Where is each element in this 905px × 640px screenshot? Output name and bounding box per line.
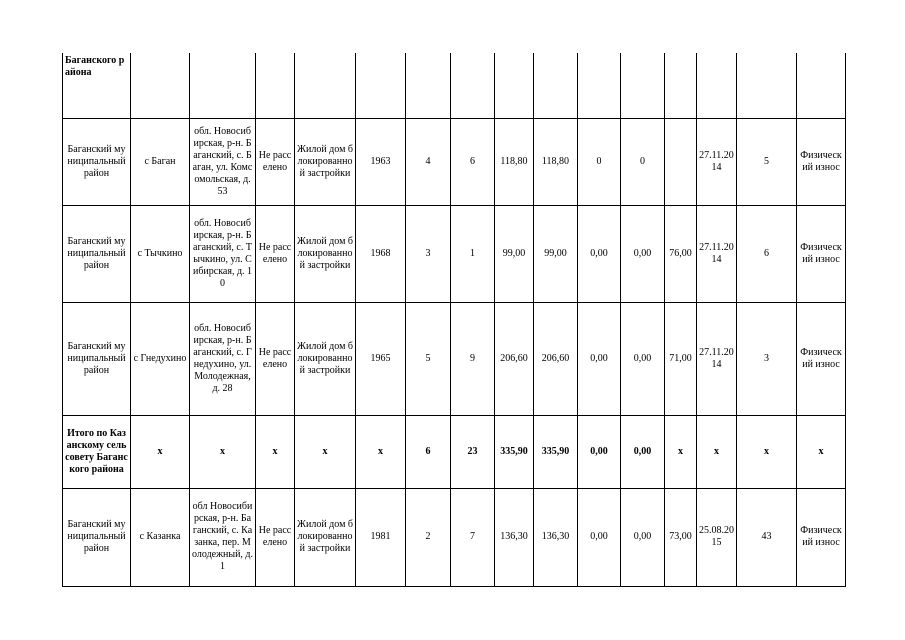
cell-settlement xyxy=(131,53,190,118)
table-row xyxy=(63,205,846,302)
cell-count-b: 9 xyxy=(451,302,495,415)
cell-house-type: Жилой дом блокированной застройки xyxy=(295,488,356,586)
cell-count-b: 7 xyxy=(451,488,495,586)
cell-number: 3 xyxy=(737,302,797,415)
cell-year xyxy=(356,53,406,118)
cell-area-c xyxy=(578,53,621,118)
cell-number: 5 xyxy=(737,118,797,205)
cell-area-b: 206,60 xyxy=(534,302,578,415)
cell-count-a: 2 xyxy=(406,488,451,586)
cell-year: x xyxy=(356,415,406,488)
total-row xyxy=(63,415,846,488)
cell-settlement: с Гнедухино xyxy=(131,302,190,415)
cell-date: 25.08.2015 xyxy=(697,488,737,586)
cell-year: 1965 xyxy=(356,302,406,415)
cell-reason: Физический износ xyxy=(797,205,846,302)
cell-settlement: x xyxy=(131,415,190,488)
cell-area-c: 0,00 xyxy=(578,488,621,586)
cell-count-b: 6 xyxy=(451,118,495,205)
cell-area-c: 0,00 xyxy=(578,415,621,488)
cell-house-type xyxy=(295,53,356,118)
cell-wear: 76,00 xyxy=(665,205,697,302)
table-row xyxy=(63,302,846,415)
cell-settlement: с Тычкино xyxy=(131,205,190,302)
cell-status xyxy=(256,53,295,118)
cell-municipality: Баганский муниципальный район xyxy=(63,205,131,302)
cell-wear: 71,00 xyxy=(665,302,697,415)
cell-address: x xyxy=(190,415,256,488)
cell-area-d: 0,00 xyxy=(621,302,665,415)
cell-area-b: 118,80 xyxy=(534,118,578,205)
cell-area-a: 335,90 xyxy=(495,415,534,488)
cell-count-b: 23 xyxy=(451,415,495,488)
cell-area-d: 0 xyxy=(621,118,665,205)
cell-status: Не расселено xyxy=(256,118,295,205)
cell-house-type: Жилой дом блокированной застройки xyxy=(295,205,356,302)
cell-count-a: 3 xyxy=(406,205,451,302)
cell-address: обл. Новосибирская, р-н. Баганский, с. Баган, ул. Комсомольская, д. 53 xyxy=(190,118,256,205)
cell-count-a: 4 xyxy=(406,118,451,205)
cell-area-b: 335,90 xyxy=(534,415,578,488)
table-row xyxy=(63,118,846,205)
cell-status: x xyxy=(256,415,295,488)
housing-table xyxy=(62,53,846,587)
cell-area-a: 206,60 xyxy=(495,302,534,415)
cell-year: 1981 xyxy=(356,488,406,586)
cell-reason xyxy=(797,53,846,118)
cell-address xyxy=(190,53,256,118)
cell-reason: Физический износ xyxy=(797,118,846,205)
table-row xyxy=(63,488,846,586)
cell-address: обл. Новосибирская, р-н. Баганский, с. Гнедухино, ул. Молодежная, д. 28 xyxy=(190,302,256,415)
cell-year: 1968 xyxy=(356,205,406,302)
cell-status: Не расселено xyxy=(256,205,295,302)
cell-number: 43 xyxy=(737,488,797,586)
cell-address: обл Новосибирская, р-н. Баганский, с. Казанка, пер. Молодежный, д. 1 xyxy=(190,488,256,586)
cell-wear: 73,00 xyxy=(665,488,697,586)
cell-municipality: Баганский муниципальный район xyxy=(63,488,131,586)
cell-number: x xyxy=(737,415,797,488)
cell-house-type: Жилой дом блокированной застройки xyxy=(295,118,356,205)
cell-count-b: 1 xyxy=(451,205,495,302)
cell-area-a: 118,80 xyxy=(495,118,534,205)
cell-count-a: 5 xyxy=(406,302,451,415)
cell-area-a xyxy=(495,53,534,118)
cell-date: 27.11.2014 xyxy=(697,205,737,302)
cell-area-b xyxy=(534,53,578,118)
cell-status: Не расселено xyxy=(256,488,295,586)
cell-municipality: Баганский муниципальный район xyxy=(63,118,131,205)
cell-area-b: 99,00 xyxy=(534,205,578,302)
cell-area-d: 0,00 xyxy=(621,488,665,586)
cell-municipality: Баганский муниципальный район xyxy=(63,302,131,415)
cell-settlement: с Баган xyxy=(131,118,190,205)
cell-area-c: 0 xyxy=(578,118,621,205)
cell-wear xyxy=(665,118,697,205)
cell-area-d: 0,00 xyxy=(621,205,665,302)
cell-address: обл. Новосибирская, р-н. Баганский, с. Тычкино, ул. Сибирская, д. 10 xyxy=(190,205,256,302)
table-row xyxy=(63,53,846,118)
cell-reason: x xyxy=(797,415,846,488)
cell-count-a xyxy=(406,53,451,118)
cell-number: 6 xyxy=(737,205,797,302)
cell-wear: x xyxy=(665,415,697,488)
cell-count-a: 6 xyxy=(406,415,451,488)
cell-date: 27.11.2014 xyxy=(697,302,737,415)
cell-reason: Физический износ xyxy=(797,488,846,586)
cell-reason: Физический износ xyxy=(797,302,846,415)
cell-area-d xyxy=(621,53,665,118)
cell-number xyxy=(737,53,797,118)
cell-house-type: Жилой дом блокированной застройки xyxy=(295,302,356,415)
cell-wear xyxy=(665,53,697,118)
cell-area-b: 136,30 xyxy=(534,488,578,586)
cell-municipality: Итого по Казанскому сельсовету Баганского района xyxy=(63,415,131,488)
cell-date xyxy=(697,53,737,118)
cell-area-d: 0,00 xyxy=(621,415,665,488)
cell-count-b xyxy=(451,53,495,118)
cell-status: Не расселено xyxy=(256,302,295,415)
cell-area-c: 0,00 xyxy=(578,205,621,302)
cell-area-a: 99,00 xyxy=(495,205,534,302)
cell-settlement: с Казанка xyxy=(131,488,190,586)
cell-area-c: 0,00 xyxy=(578,302,621,415)
cell-house-type: x xyxy=(295,415,356,488)
cell-year: 1963 xyxy=(356,118,406,205)
cell-area-a: 136,30 xyxy=(495,488,534,586)
cell-date: x xyxy=(697,415,737,488)
cell-municipality: Баганского района xyxy=(63,53,131,118)
cell-date: 27.11.2014 xyxy=(697,118,737,205)
